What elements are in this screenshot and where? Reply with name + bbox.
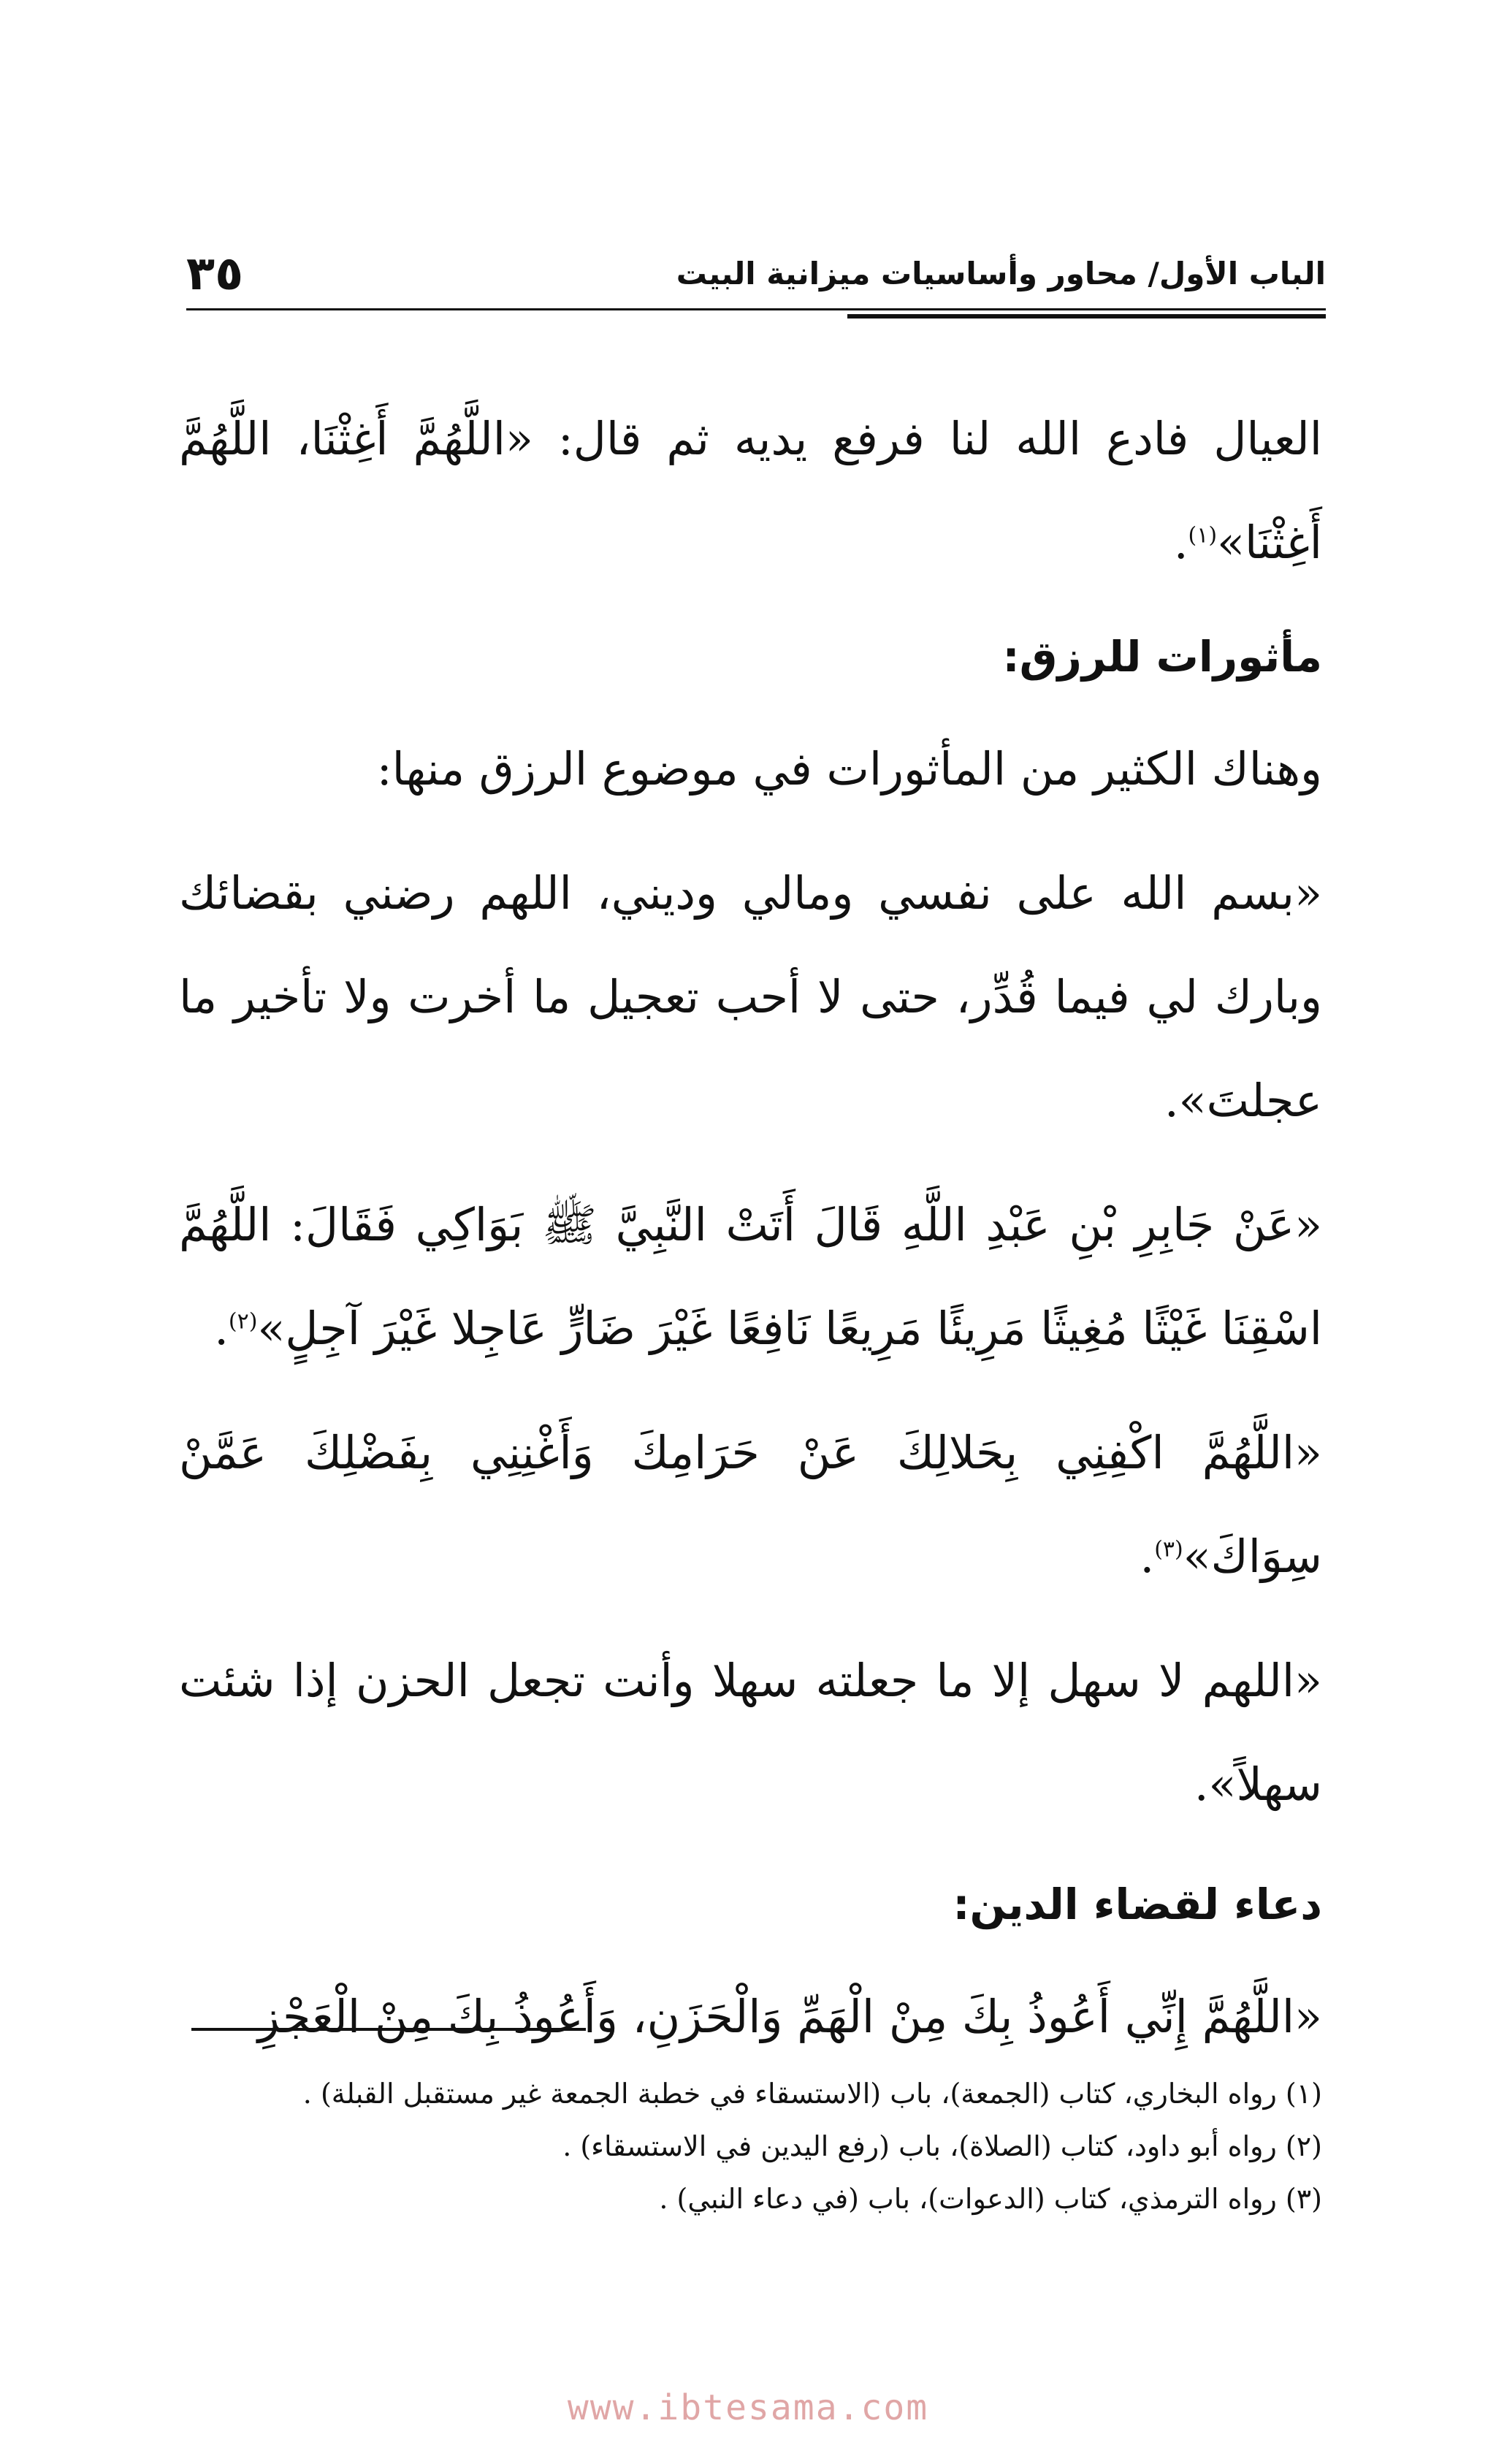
paragraph-6: «اللهم لا سهل إلا ما جعلته سهلا وأنت تجعل الحزن إذا شئت سهلاً». (179, 1654, 1322, 1811)
paragraph-1-end: . (1173, 516, 1188, 569)
page-header (186, 234, 1326, 314)
paragraph-3: «بسم الله على نفسي ومالي وديني، اللهم رضني بقضائك وبارك لي فيما قُدِّر، حتى لا أحب تعجيل ما أخرت ولا تأخير ما عجلتَ». (179, 866, 1322, 1127)
footnote-ref-1: (١) (1188, 522, 1218, 549)
watermark: www.ibtesama.com (567, 2387, 929, 2428)
paragraph-1-text: العيال فادع الله لنا فرفع يديه ثم قال: «اللَّهُمَّ أَغِثْنَا، اللَّهُمَّ أَغِثْنَا» (179, 412, 1322, 569)
header-rule-thick (847, 314, 1326, 319)
page-number: ٣٥ (186, 247, 244, 301)
footnotes (205, 2067, 1322, 2225)
section-heading-debt: دعاء لقضاء الدين: (953, 1880, 1322, 1929)
header-rule (186, 308, 1326, 310)
footnote-3: (٣) رواه الترمذي، كتاب (الدعوات)، باب (في دعاء النبي) . (659, 2183, 1322, 2215)
paragraph-2: وهناك الكثير من المأثورات في موضوع الرزق منها: (376, 742, 1322, 796)
paragraph-4-text: «عَنْ جَابِرِ بْنِ عَبْدِ اللَّهِ قَالَ أَتَتْ النَّبِيَّ ﷺ بَوَاكِي فَقَالَ: اللَّهُمَّ اسْقِنَا غَيْثًا مُغِيثًا مَرِيئًا مَرِيعًا نَافِعًا غَيْرَ ضَارٍّ عَاجِلا غَيْرَ آجِلٍ» (179, 1198, 1322, 1355)
footnote-ref-2: (٢) (228, 1308, 258, 1335)
paragraph-4-end: . (214, 1302, 229, 1355)
paragraph-7: «اللَّهُمَّ إِنِّي أَعُوذُ بِكَ مِنْ الْهَمِّ وَالْحَزَنِ، وَأَعُوذُ بِكَ مِنْ الْعَجْزِ (257, 1990, 1322, 2043)
section-heading-rizq: مأثورات للرزق: (1002, 632, 1322, 682)
paragraph-5-end: . (1140, 1530, 1155, 1583)
paragraph-5-text: «اللَّهُمَّ اكْفِنِي بِحَلالِكَ عَنْ حَرَامِكَ وَأَغْنِنِي بِفَضْلِكَ عَمَّنْ سِوَاكَ» (179, 1426, 1322, 1583)
footnote-2: (٢) رواه أبو داود، كتاب (الصلاة)، باب (رفع اليدين في الاستسقاء) . (562, 2130, 1322, 2162)
body-text (179, 387, 1322, 2089)
paragraph-4 (179, 1173, 1322, 1381)
running-title: الباب الأول/ محاور وأساسيات ميزانية البيت (676, 256, 1326, 291)
footnote-ref-3: (٣) (1154, 1536, 1183, 1563)
footnote-divider (191, 2028, 586, 2031)
paragraph-1 (179, 387, 1322, 595)
footnote-1: (١) رواه البخاري، كتاب (الجمعة)، باب (الاستسقاء في خطبة الجمعة غير مستقبل القبلة) . (302, 2078, 1322, 2110)
paragraph-5 (179, 1401, 1322, 1609)
